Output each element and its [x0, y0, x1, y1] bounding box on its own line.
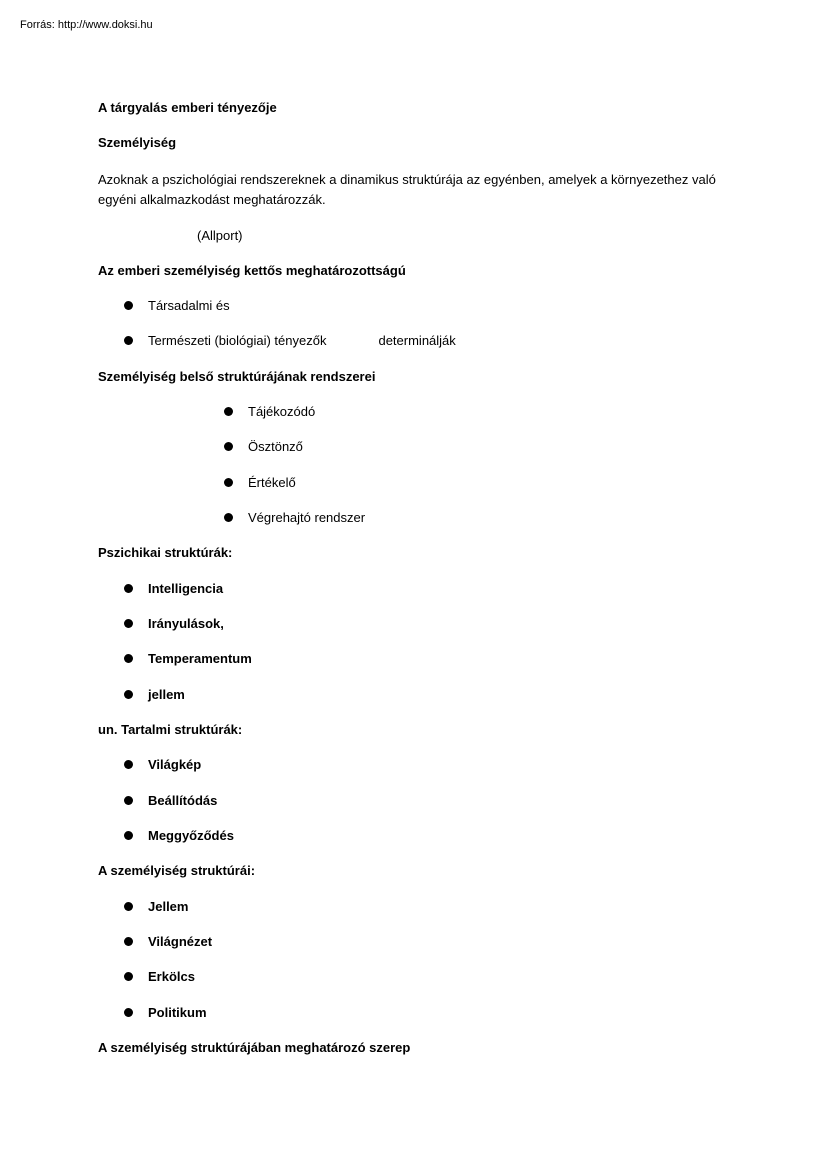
source-line: Forrás: http://www.doksi.hu: [20, 19, 153, 31]
bullet-icon: [124, 831, 133, 840]
bullet-icon: [224, 478, 233, 487]
bullet-icon: [124, 972, 133, 981]
bullet-icon: [124, 760, 133, 769]
definition-paragraph: Azoknak a pszichológiai rendszereknek a dinamikus struktúrája az egyénben, amelyek a környezethez való egyéni alkalmazkodást meghatározzák.: [98, 172, 716, 207]
dual-heading: Az emberi személyiség kettős meghatározottságú: [98, 263, 406, 278]
bullet-icon: [124, 937, 133, 946]
document-title: A tárgyalás emberi tényezője: [98, 100, 277, 115]
content-heading: un. Tartalmi struktúrák:: [98, 722, 243, 737]
bullet-icon: [124, 336, 133, 345]
bullet-icon: [224, 513, 233, 522]
citation: (Allport): [197, 228, 243, 243]
psych-heading: Pszichikai struktúrák:: [98, 545, 233, 560]
bullet-icon: [124, 584, 133, 593]
section-heading-personality: Személyiség: [98, 135, 177, 150]
dual-suffix: determinálják: [378, 333, 456, 348]
struct-heading: A személyiség struktúrái:: [98, 863, 256, 878]
bullet-icon: [124, 1008, 133, 1017]
bullet-icon: [124, 619, 133, 628]
bullet-icon: [124, 654, 133, 663]
bullet-icon: [224, 407, 233, 416]
bullet-icon: [124, 301, 133, 310]
bullet-icon: [224, 442, 233, 451]
bullet-icon: [124, 690, 133, 699]
final-heading: A személyiség struktúrájában meghatározó szerep: [98, 1040, 411, 1055]
inner-heading: Személyiség belső struktúrájának rendszerei: [98, 369, 376, 384]
bullet-icon: [124, 796, 133, 805]
bullet-icon: [124, 902, 133, 911]
